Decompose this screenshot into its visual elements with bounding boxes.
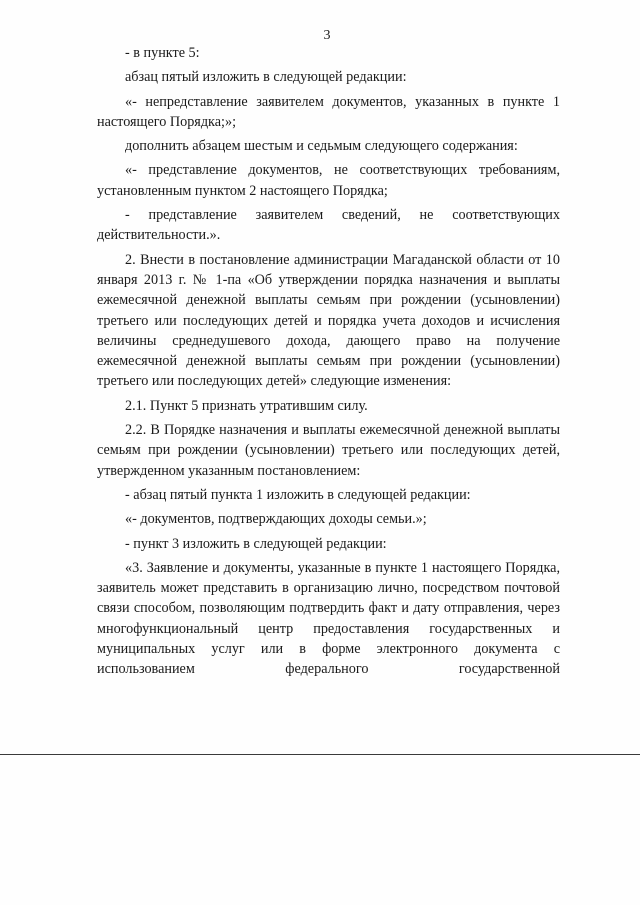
- paragraph: «- непредставление заявителем документов, указанных в пункте 1 настоящего Порядка;»;: [97, 93, 560, 130]
- paragraph: 2.1. Пункт 5 признать утратившим силу.: [125, 397, 368, 414]
- paragraph: - представление заявителем сведений, не соответствующих действительности.».: [97, 207, 560, 244]
- paragraph: «- представление документов, не соответствующих требованиям, установленным пунктом 2 настоящего Порядка;: [97, 162, 560, 199]
- paragraph: 2.2. В Порядке назначения и выплаты ежемесячной денежной выплаты семьям при рождении (усыновлении) третьего или последующих детей, утвержденном указанным постановлением:: [97, 422, 560, 479]
- paragraph: - абзац пятый пункта 1 изложить в следующей редакции:: [125, 486, 471, 503]
- paragraph: - в пункте 5:: [125, 45, 200, 61]
- page-number: 3: [323, 28, 331, 43]
- paragraph: «3. Заявление и документы, указанные в пункте 1 настоящего Порядка, заявитель может представить в организацию лично, посредством почтовой связи способом, позволяющим подтвердить факт и дату отправления, через многофункциональный центр предоставления государственных и муниципальных услуг или в форме электронного документа с использованием федерального государственной: [97, 559, 560, 678]
- paragraph: - пункт 3 изложить в следующей редакции:: [125, 535, 387, 552]
- paragraph: дополнить абзацем шестым и седьмым следующего содержания:: [125, 138, 518, 155]
- paragraph: абзац пятый изложить в следующей редакции:: [125, 69, 407, 86]
- footer-divider: [0, 754, 640, 755]
- document-body: [97, 43, 560, 680]
- paragraph: «- документов, подтверждающих доходы семьи.»;: [125, 511, 427, 528]
- paragraph: 2. Внести в постановление администрации Магаданской области от 10 января 2013 г. № 1-па «Об утверждении порядка назначения и выплаты ежемесячной денежной выплаты семьям при рождении (усыновлении) третьего или последующих детей и порядка учета доходов и исчисления величины среднедушевого дохода, дающего право на получение ежемесячной денежной выплаты семьям при рождении (усыновлении) третьего или последующих детей» следующие изменения:: [97, 251, 560, 390]
